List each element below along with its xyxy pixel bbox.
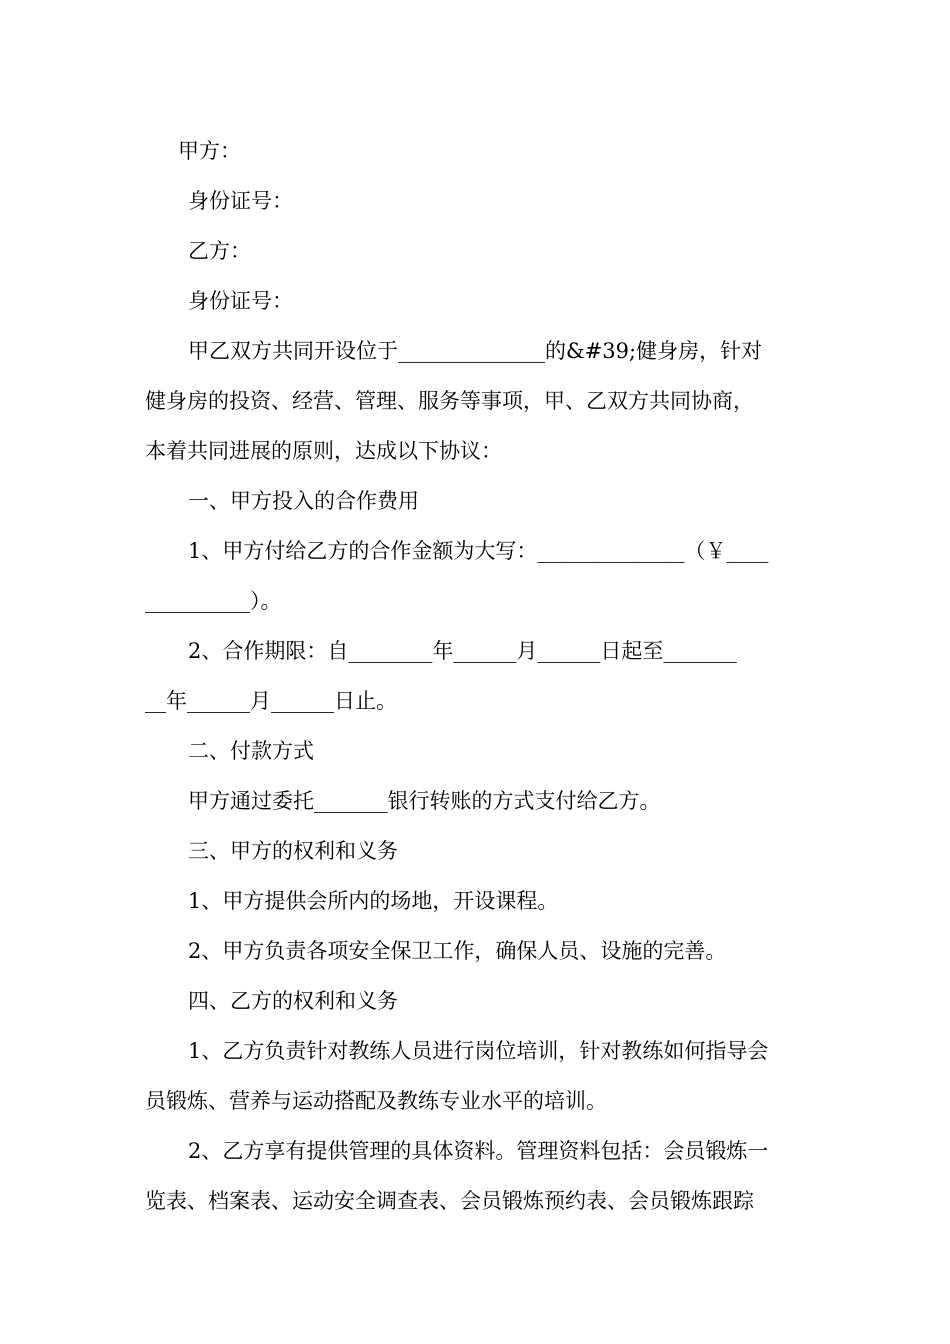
paragraph-line: 1、甲方付给乙方的合作金额为大写：______________（￥____ — [188, 539, 769, 563]
section-heading: 四、乙方的权利和义务 — [188, 989, 398, 1013]
party-b-label: 乙方： — [188, 239, 251, 263]
paragraph-line: 2、甲方负责各项安全保卫工作，确保人员、设施的完善。 — [188, 939, 727, 963]
paragraph-line: 员锻炼、营养与运动搭配及教练专业水平的培训。 — [145, 1089, 607, 1113]
paragraph-line: 甲乙双方共同开设位于______________的&#39;健身房，针对 — [188, 339, 763, 363]
paragraph-line: 本着共同进展的原则，达成以下协议： — [145, 439, 502, 463]
paragraph-line: __年______月______日止。 — [145, 689, 397, 713]
paragraph-line: 健身房的投资、经营、管理、服务等事项，甲、乙双方共同协商， — [145, 389, 754, 413]
paragraph-line: __________）。 — [145, 589, 282, 613]
section-heading: 二、付款方式 — [188, 739, 314, 763]
paragraph-line: 2、合作期限：自________年______月______日起至_______ — [188, 639, 737, 663]
paragraph-line: 1、乙方负责针对教练人员进行岗位培训，针对教练如何指导会 — [188, 1039, 769, 1063]
party-a-id-label: 身份证号： — [188, 189, 293, 213]
paragraph-line: 1、甲方提供会所内的场地，开设课程。 — [188, 889, 559, 913]
paragraph-line: 2、乙方享有提供管理的具体资料。管理资料包括：会员锻炼一 — [188, 1139, 769, 1163]
section-heading: 一、甲方投入的合作费用 — [188, 489, 419, 513]
party-b-id-label: 身份证号： — [188, 289, 293, 313]
paragraph-line: 览表、档案表、运动安全调查表、会员锻炼预约表、会员锻炼跟踪 — [145, 1189, 754, 1213]
party-a-label: 甲方： — [178, 139, 241, 163]
section-heading: 三、甲方的权利和义务 — [188, 839, 398, 863]
paragraph-line: 甲方通过委托_______银行转账的方式支付给乙方。 — [188, 789, 661, 813]
